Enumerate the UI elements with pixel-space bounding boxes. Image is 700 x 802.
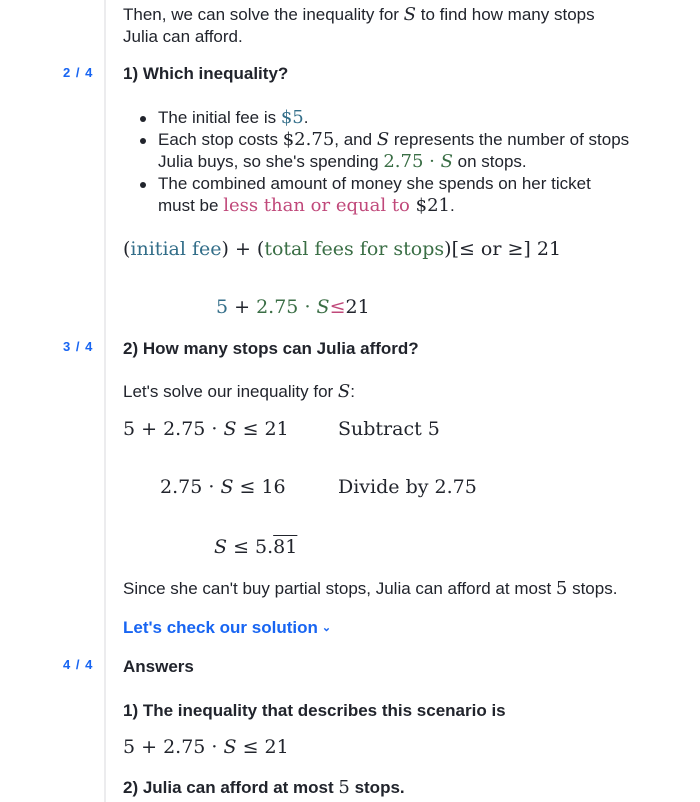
step-title: 1) Which inequality?	[123, 64, 289, 83]
word-equation: (initial fee) + (total fees for stops)[≤ or ≥] 21	[123, 238, 562, 260]
solve-row-2-note: Divide by 2.75	[338, 476, 477, 498]
bullet-combined-line-2: must be less than or equal to $21.	[158, 195, 455, 216]
check-solution-link[interactable]	[123, 618, 331, 638]
bullet-dot	[140, 182, 146, 188]
solve-row-3-math: S ≤ 5.81	[214, 536, 298, 558]
bullet-initial-fee: The initial fee is $5.	[158, 107, 309, 128]
check-solution-label: Let's check our solution	[123, 618, 318, 637]
step-title: Answers	[123, 657, 194, 676]
step-number: 3 / 4	[63, 339, 94, 354]
bullet-dot	[140, 138, 146, 144]
solve-conclusion: Since she can't buy partial stops, Julia can afford at most 5 stops.	[123, 578, 618, 599]
solve-row-1-math: 5 + 2.75 · S ≤ 21	[123, 418, 289, 440]
solve-row-1-note: Subtract 5	[338, 418, 440, 440]
bullet-stop-cost-line-2: Julia buys, so she's spending 2.75 · S on stops.	[158, 151, 527, 172]
solve-row-2-math: 2.75 · S ≤ 16	[160, 476, 286, 498]
step-number: 2 / 4	[63, 65, 94, 80]
colored-inequality: 5 + 2.75 · S≤21	[216, 296, 370, 318]
step-title: 2) How many stops can Julia afford?	[123, 339, 419, 358]
bullet-dot	[140, 116, 146, 122]
answer-2-text: 2) Julia can afford at most 5 stops.	[123, 777, 405, 798]
answer-1-math: 5 + 2.75 · S ≤ 21	[123, 736, 289, 758]
bullet-combined: The combined amount of money she spends on her ticket	[158, 174, 591, 193]
step-number: 4 / 4	[63, 657, 94, 672]
answer-1-text: 1) The inequality that describes this scenario is	[123, 701, 506, 720]
chevron-down-icon: ⌄	[321, 622, 332, 634]
bullet-stop-cost: Each stop costs $2.75, and S represents the number of stops	[158, 129, 630, 150]
intro-line-1: Then, we can solve the inequality for S to find how many stops	[123, 4, 595, 25]
step-rail	[104, 0, 106, 802]
intro-line-2: Julia can afford.	[123, 27, 243, 46]
solve-intro: Let's solve our inequality for S:	[123, 381, 355, 402]
